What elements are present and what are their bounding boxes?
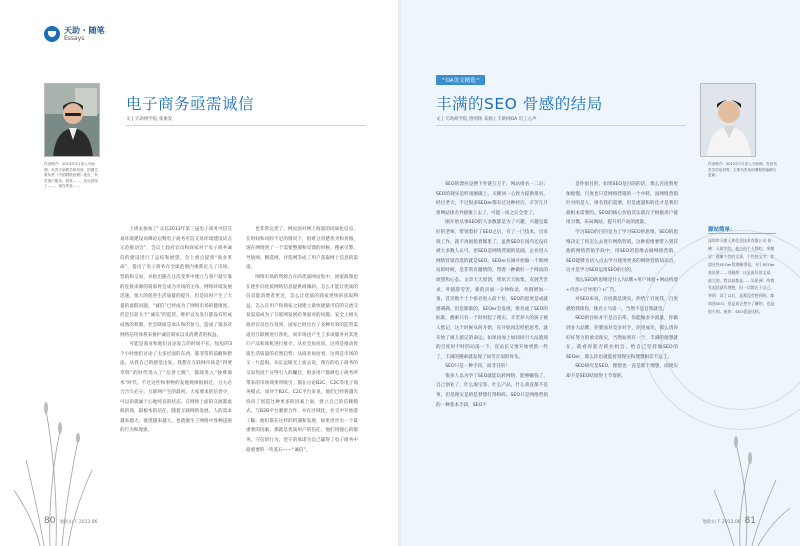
section-subtitle: Essays	[64, 35, 85, 42]
title-divider	[436, 125, 686, 126]
article-title: 丰满的SEO 骨感的结局	[436, 95, 603, 113]
paragraph: 那么SEO的思维是什么?品牌+用户体验+网站构架+内容+引导用户+广告。	[566, 277, 678, 293]
body-column-2	[566, 180, 678, 510]
paragraph: SEO研究是SEO，理想也一直是那个理想，而现实却不是SEO结果得上节奏的。	[566, 364, 678, 379]
paragraph: 上周去参加了“众信2013年第三届电子商务可信交易环境建设高峰论坛暨电子商务可信交易环境建设试点示范推动会”，会议上政府官员和商家对于电子商务诚信的建设进行了总结和展望。会上重点提到“商业革命”，提出了电子商务在全球范围内重新定义了市场、营销和交易，并指出随在这次变革中建立与客户最牢靠的连接来源的商家将会成为市场的主角。网络环境发展迅速，很大的促进生活质量的提升，但是同时产生了大量的虚假问题，“诚信”已经成为了网络市场的健康度。但是目前关于“诚信”的监管、维护以及发行都没有形成成熟的机制，社会缺席是承认和的参与，造成了很多对网络信用体系来推护诚信商家以及消费者的权益。	[120, 227, 232, 338]
paragraph: 网络市场的资源合在尚优质网站集中，国家政策也在逐步向优质网络信息提供商倾斜。怎么才能让优质的信息能消费者更近，怎么让优质的商家更快的获取利益，怎么在用户和商家之间建立最快捷最可信的交流交易渠道成为了互联网发展必须面对的问题。安全上相关政府官员也在说到，国家已经出台了多种有效的监管渠道对互联网进行净化，而市场也产生了多项服务对其进行产品和商机进行推介。从社会角度说，这将是推动优质生活质量的必然趋势；从商业角度看，这将是市场的又一片蓝海。从长远眼光上面去说，现在的电子商务的交易热度十分得引人的瞩目，很多用户都被电子商务所带来的市场效果所吸引，都在讨论B2C、C2C等电子商务模式。而对于B2C、C2C平台来说，他们已经将越光投向了创造这种更多的因素上面，建立自己的信赖模式，与B2B平台紧密合作，并在区域化、社交中开始落了脚。他们都在这样的机遇和发展，如果进步出一个最重要的因素，那就是优质用户的信任，他们用强心的服务、守信的行为、坚守的承诺为自己赢得了电子商务中最重要的一块基石——“诚信”。	[246, 274, 358, 453]
paragraph: SEO只是一种手段，而非目的！	[445, 364, 510, 370]
page-number: 80	[44, 516, 56, 526]
page-number: 81	[744, 516, 756, 526]
section-header	[44, 26, 105, 42]
paragraph: 是件很目的，如果SEO是目的的话，那么百度将更加缓慢。百度也只是网络营销的一个中转，而网络营销针对的是人，排名我们需要，但是流量和转化才是我们最根本需要的。SEO的核心价值其实就在于根据用户使用习惯，布局网站，提升用户站的流量。	[566, 182, 678, 226]
paragraph: 很多人以为学了SEO就能玩转网络，能够赚钱了，自己创业了，什么淘宝客，什么产品，什么垂直都不是事，但是现实是的是梦想打得粉碎。SEO只是网络营销的一种基本手段，SEO不	[436, 373, 548, 408]
paragraph: 刚开始从事SEO的人多数都是为了兴趣，兴趣是最好的老师，带领着好了SEO之后，有了一门技术，出来找工作，就不再困扰着哪里了。虽然SEO在国内还没有被大多数人认可，但SEO是网络营销的基础，企业进入网络营销首选的就是SEO。SEOer在刚开始做一个新网站的时候，是非常有激情的，带着一种做好一个网站的欲望和心态。文章天天原创，资讯天天收集，友链苦苦求，外链辞劳苦，新的页面一分钟收录，外链增加一条，首页数个十个排名进入前十位，SEO的思更是成就感满满。但是渐渐的，SEOer会发现，排名成了SEO的标准，搜索只有一个时时起了现实，辛苦养大的孩子被人惦记，这个时候从何开始，在开始再怎样把思考，就开始了被人惦记的命运。如果再加上如同同月大站就刻的百度时不时的动荡一下，连站长又要开始更新一些了，丰满的搜索就发现了如雪在似的骨头。	[436, 220, 548, 360]
paragraph: 可能是商业和他们讨论发言的时间不长，短短的3个小时他们讨论了太多层面的东西，都非常的前瞻和想法。从我自己的感觉出发，我想在互联网市场是“四要享特”的时代进入了“信誉七级”，都商进入“独尊商术”时代。不过这些和事物的发展规律很相过，分大必合合久必分。互联网产生的最初，大家要求的信誉少，可以说就属于心地纯良的状态，在网络上面的交流都虚拟的商，最根本的信任。随着互联网的发展，人的需求越来越大，欲望越来越大，也就催生了网络中各种违规的行为和现象。	[120, 342, 232, 434]
author-portrait	[44, 83, 100, 157]
tianzhu-logo-icon	[44, 26, 60, 42]
author-bio: 作者简介：2012年7月加入天助网，先后负责学员培训等，主要负责培训课程的编制与更新。	[708, 162, 777, 178]
paragraph: 也非常完善了，网民面对网上海量的同质化信息，在时间和风险不足的情况下，很难分清楚优劣和真假，现在网络到了一个需要整理和反馈的时候。搜索引擎、导航网、精选网、评选网等成了用户获取网上信息的渠道。	[246, 227, 358, 271]
page-folio	[44, 516, 98, 526]
page-folio	[703, 516, 757, 526]
title-divider	[126, 125, 366, 126]
paragraph: SEO的漂亮是摆下外链万万千，网站排名一二页；SEO的现实是昨夜刚做上。关键词一心致力提供排名，经过老大，不过很多SEOer都有过这种经历，辛苦几月将网站排名外链推上去了，可能一夜之后全变了。	[436, 182, 548, 216]
article-title: 电子商务亟需诚信	[126, 95, 255, 113]
article-byline: 文 | 天助商学院 唐则铮 来源 | 天助网OA 员工心声	[436, 117, 537, 122]
sidebar-title: 源站简单：	[708, 227, 736, 233]
section-title: 天助 · 随笔	[64, 26, 105, 35]
sidebar-comments: 深圳市天助人和信息技术有限公司 陈佛：天助学院，他自由个人都吃。余德宝：感谢个性的文章，个性的文字，希望这些SEOer给理解得很，对于SEOer来说要……刘雅辉：这是最好的文章，最大的，我以前都是……吴景洲：所谓有起伏就有理想，但一切都在于自己。李明：读了以后，是我没有想到的。都知道SEO，但是真正想多了解的，也是很少的。祝伟：SEO就是这样。	[708, 238, 775, 315]
paragraph: SEO的目标并不是点击率，你能做多少流量，你做到多大品牌，你要面对竞争对手，你更成功，那么请你好好努力的承受现实，当然如果有一个，丰满的理想就在，就看你能否抓住机会，给自己坚持做SEO的SEOer，那么你也就能看到现实和理想相差不远了。	[566, 316, 678, 360]
author-portrait	[700, 83, 756, 157]
sidebar-divider	[708, 233, 776, 234]
magazine-issue: 他助山下 2013.06	[702, 520, 741, 525]
body-column-2	[246, 225, 358, 520]
body-column-1	[436, 180, 548, 520]
author-bio: 作者简介：2013年3月加入天助网，负责天助教学和培训，拍摄主要负责《中国网络营销》报告，负责客户服务。曾获……，先后获得了……，现在热爱……	[44, 162, 98, 189]
category-tag: ^OA美文精选^	[436, 75, 485, 85]
body-column-1	[120, 225, 232, 520]
article-byline: 文 | 天助网学院 张俊发	[126, 117, 173, 122]
paragraph: 对SEO来说，百度就是现实，你给了百度我，百度就给我排你，排名立马第一，当然不是自然就会。	[566, 297, 678, 312]
paragraph: 学习SEO的目的是为了学习SEO的思维，SEO的思维决定了你怎么去进行网络营销，这种思维要带入到其他的网络营销手段中，用SEO的思维去做网络营销，SEO能够为切入点去学习使用更多的网络营销知识点，这才是学习SEO运用SEO的目的。	[566, 229, 678, 274]
magazine-issue: 他助山下 2013.06	[59, 520, 98, 525]
spine-shadow	[398, 0, 402, 546]
